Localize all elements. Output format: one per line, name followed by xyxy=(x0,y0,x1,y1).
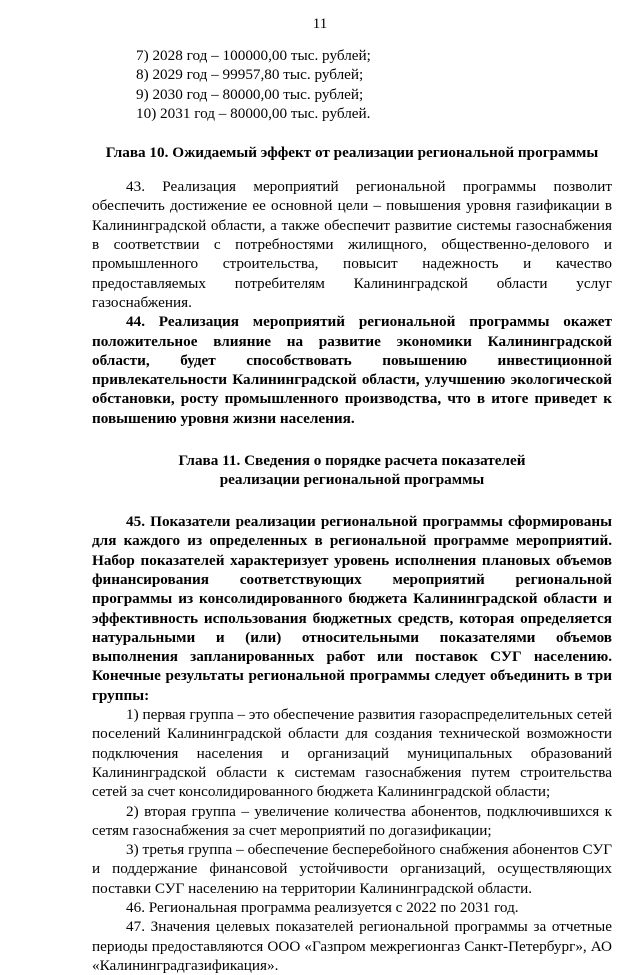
list-item-group-3: 3) третья группа – обеспечение бесперебойного снабжения абонентов СУГ и поддержание финансовой устойчивости организаций, осуществляющих поставки СУГ населению на территории Калининградской области. xyxy=(92,841,612,897)
chapter-11-heading xyxy=(92,451,612,489)
paragraph-44: 44. Реализация мероприятий региональной программы окажет положительное влияние на развитие экономики Калининградской области, будет способствовать повышению инвестиционной привлекательности Калининградской области, улучшению экологической обстановки, росту промышленного производства, что в итоге приведет к повышению уровня жизни населения. xyxy=(92,313,612,427)
chapter-10-heading: Глава 10. Ожидаемый эффект от реализации региональной программы xyxy=(105,144,599,162)
list-item-group-2: 2) вторая группа – увеличение количества абонентов, подключившихся к сетям газоснабжения за счет мероприятий по догазификации; xyxy=(92,802,612,839)
page-number: 11 xyxy=(312,16,328,32)
funding-list-item: 7) 2028 год – 100000,00 тыс. рублей; xyxy=(136,47,371,64)
paragraph-47: 47. Значения целевых показателей региональной программы за отчетные периоды предоставляются ООО «Газпром межрегионгаз Санкт-Петербург», АО «Калининградгазификация». xyxy=(92,918,612,974)
funding-list-item: 9) 2030 год – 80000,00 тыс. рублей; xyxy=(136,85,364,103)
chapter-11-heading-line-1: Глава 11. Сведения о порядке расчета показателей xyxy=(178,452,526,470)
paragraph-46: 46. Региональная программа реализуется с 2022 по 2031 год. xyxy=(126,898,519,916)
page-content xyxy=(92,46,612,975)
paragraph-45: 45. Показатели реализации региональной программы сформированы для каждого из определенных в региональной программе мероприятий. Набор показателей характеризует уровень исполнения плановых объемов финансирования соответствующих мероприятий региональной программы из консолидированного бюджета Калининградской области и эффективность использования бюджетных средств, которая определяется натуральными и (или) относительными показателями объемов выполнения запланированных работ или поставок СУГ населению. Конечные результаты региональной программы следует объединить в три группы: xyxy=(92,513,612,704)
funding-list-item: 10) 2031 год – 80000,00 тыс. рублей. xyxy=(136,104,371,122)
funding-list-item: 8) 2029 год – 99957,80 тыс. рублей; xyxy=(136,66,364,84)
funding-list xyxy=(92,46,612,123)
paragraph-43: 43. Реализация мероприятий региональной программы позволит обеспечить достижение ее основной цели – повышения уровня газификации в Калининградской области, а также обеспечит развитие системы газоснабжения в соответствии с потребностями жилищного, общественно-делового и промышленного строительства, повысит надежность и качество предоставляемых потребителям Калининградской области услуг газоснабжения. xyxy=(92,178,612,311)
list-item-group-1: 1) первая группа – это обеспечение развития газораспределительных сетей поселений Калининградской области для создания технической возможности подключения населения и организаций муниципальных образований Калининградской области к системам газоснабжения путем строительства сетей за счет консолидированного бюджета Калининградской области; xyxy=(92,706,612,801)
chapter-11-heading-line-2: реализации региональной программы xyxy=(219,471,485,489)
